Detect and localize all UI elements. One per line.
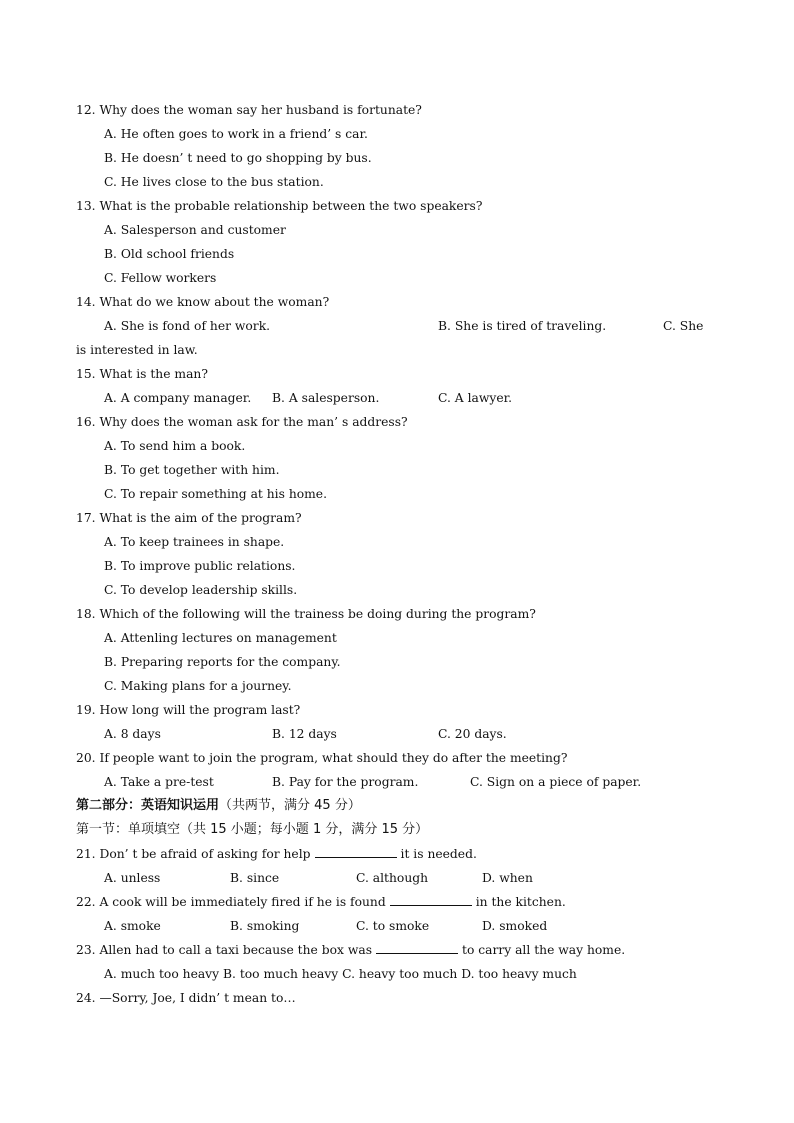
option-17a: A. To keep trainees in shape. <box>104 535 285 549</box>
question-16: 16. Why does the woman ask for the man’ s address? <box>76 415 408 429</box>
answer-blank <box>315 845 397 858</box>
option-21c: C. although <box>356 871 429 885</box>
option-15b: B. A salesperson. <box>272 391 380 405</box>
option-16c: C. To repair something at his home. <box>104 487 327 501</box>
question-21-text: 21. Don’ t be afraid of asking for help <box>76 847 311 861</box>
option-20b: B. Pay for the program. <box>272 775 419 789</box>
option-16a: A. To send him a book. <box>104 439 246 453</box>
option-14a: A. She is fond of her work. <box>104 319 271 333</box>
option-14c-start: C. She <box>663 319 704 333</box>
option-22c: C. to smoke <box>356 919 430 933</box>
options-20 <box>76 770 726 794</box>
option-21b: B. since <box>230 871 280 885</box>
options-15 <box>76 386 726 410</box>
question-15: 15. What is the man? <box>76 367 208 381</box>
option-20a: A. Take a pre-test <box>104 775 214 789</box>
question-17: 17. What is the aim of the program? <box>76 511 302 525</box>
option-17c: C. To develop leadership skills. <box>104 583 298 597</box>
option-13a: A. Salesperson and customer <box>104 223 286 237</box>
options-23: A. much too heavy B. too much heavy C. heavy too much D. too heavy much <box>104 967 577 981</box>
option-21a: A. unless <box>104 871 161 885</box>
option-14b: B. She is tired of traveling. <box>438 319 607 333</box>
options-22 <box>76 914 726 938</box>
options-14 <box>76 314 726 338</box>
question-24: 24. —Sorry, Joe, I didn’ t mean to… <box>76 991 296 1005</box>
options-21 <box>76 866 726 890</box>
question-19: 19. How long will the program last? <box>76 703 301 717</box>
option-16b: B. To get together with him. <box>104 463 280 477</box>
question-23 <box>76 938 726 962</box>
option-18a: A. Attenling lectures on management <box>104 631 337 645</box>
option-12b: B. He doesn’ t need to go shopping by bus. <box>104 151 372 165</box>
option-12a: A. He often goes to work in a friend’ s car. <box>104 127 368 141</box>
question-22-text-end: in the kitchen. <box>475 895 566 909</box>
option-17b: B. To improve public relations. <box>104 559 296 573</box>
option-19c: C. 20 days. <box>438 727 507 741</box>
options-19 <box>76 722 726 746</box>
question-18: 18. Which of the following will the trainess be doing during the program? <box>76 607 536 621</box>
question-21 <box>76 842 726 866</box>
option-12c: C. He lives close to the bus station. <box>104 175 324 189</box>
option-22d: D. smoked <box>482 919 548 933</box>
part2-title: 第二部分：英语知识运用 <box>76 798 220 813</box>
option-18c: C. Making plans for a journey. <box>104 679 292 693</box>
question-14: 14. What do we know about the woman? <box>76 295 330 309</box>
question-12: 12. Why does the woman say her husband is fortunate? <box>76 103 422 117</box>
option-21d: D. when <box>482 871 533 885</box>
answer-blank <box>390 893 472 906</box>
question-23-text-end: to carry all the way home. <box>462 943 626 957</box>
exam-page <box>76 98 726 1010</box>
option-19b: B. 12 days <box>272 727 337 741</box>
option-18b: B. Preparing reports for the company. <box>104 655 341 669</box>
part2-note: （共两节，满分 45 分） <box>219 798 361 813</box>
question-22-text: 22. A cook will be immediately fired if he is found <box>76 895 386 909</box>
section1-heading: 第一节：单项填空（共 15 小题；每小题 1 分，满分 15 分） <box>76 822 429 837</box>
question-20: 20. If people want to join the program, what should they do after the meeting? <box>76 751 568 765</box>
question-13: 13. What is the probable relationship between the two speakers? <box>76 199 483 213</box>
option-13c: C. Fellow workers <box>104 271 217 285</box>
question-22 <box>76 890 726 914</box>
option-22a: A. smoke <box>104 919 161 933</box>
option-20c: C. Sign on a piece of paper. <box>470 775 642 789</box>
option-22b: B. smoking <box>230 919 300 933</box>
option-19a: A. 8 days <box>104 727 161 741</box>
question-23-text: 23. Allen had to call a taxi because the box was <box>76 943 373 957</box>
question-21-text-end: it is needed. <box>400 847 477 861</box>
option-15a: A. A company manager. <box>104 391 252 405</box>
option-14c-end: is interested in law. <box>76 343 198 357</box>
part2-heading <box>76 794 726 818</box>
answer-blank <box>376 941 458 954</box>
option-13b: B. Old school friends <box>104 247 235 261</box>
option-15c: C. A lawyer. <box>438 391 513 405</box>
